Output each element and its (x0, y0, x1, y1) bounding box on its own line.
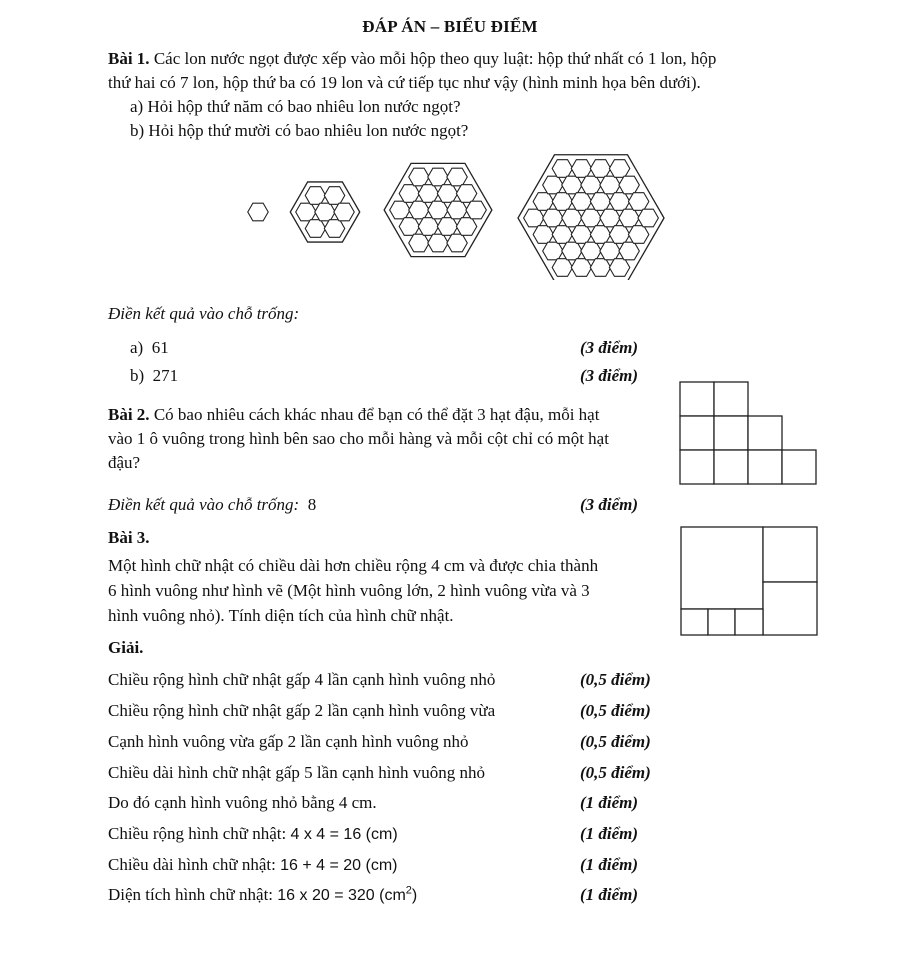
can-hexagon (437, 218, 457, 236)
calc-width-label: Chiều rộng hình chữ nhật: (108, 824, 291, 843)
grid-cell (680, 382, 714, 416)
grid-cell (782, 450, 816, 484)
can-hexagon (533, 226, 553, 244)
small-square (708, 609, 735, 635)
can-box-4 (518, 155, 664, 280)
can-box-2 (290, 182, 359, 242)
can-hexagon (552, 259, 572, 277)
can-hexagon (437, 185, 457, 203)
can-hexagon (581, 209, 601, 227)
can-boxes-figure (0, 150, 900, 280)
bai1-answer-b (130, 365, 178, 386)
large-square (681, 527, 763, 609)
can-hexagon (334, 203, 354, 221)
can-hexagon (600, 176, 620, 194)
bai3-step-4-points: (0,5 điểm) (580, 763, 651, 782)
grid-cell (748, 450, 782, 484)
bai1-answer-b-value: 271 (152, 366, 179, 385)
bai3-calc-area-points: (1 điểm) (580, 885, 639, 904)
can-hexagon (590, 193, 610, 211)
bai1-answer-a (130, 337, 169, 358)
can-hexagon (590, 259, 610, 277)
bai2-label: Bài 2. (108, 405, 150, 424)
bai3-label: Bài 3. (108, 528, 150, 547)
can-hexagon (418, 185, 438, 203)
can-hexagon (609, 226, 629, 244)
can-hexagon (619, 176, 639, 194)
can-hexagon (447, 234, 467, 252)
can-hexagon (600, 209, 620, 227)
can-hexagon (571, 259, 591, 277)
small-square (681, 609, 708, 635)
grid-cell (714, 416, 748, 450)
can-hexagon (552, 226, 572, 244)
can-box-3 (384, 163, 492, 256)
can-hexagon (456, 185, 476, 203)
bai2-line2: vào 1 ô vuông trong hình bên sao cho mỗi hàng và mỗi cột chỉ có một hạt (108, 429, 609, 448)
can-hexagon (609, 160, 629, 178)
calc-width-expr: 4 x 4 = 16 (cm) (290, 826, 398, 843)
rectangle-squares-figure (677, 525, 827, 645)
can-hexagon (581, 242, 601, 260)
can-hexagon (543, 209, 563, 227)
can-hexagon (628, 226, 648, 244)
can-hexagon (590, 226, 610, 244)
can-hexagon (524, 209, 544, 227)
grid-cell (680, 416, 714, 450)
calc-area-sup: 2 (405, 884, 412, 897)
grid-cell (714, 450, 748, 484)
can-hexagon (324, 220, 344, 238)
bai1-points-a: (3 điểm) (580, 338, 639, 357)
bai2-points: (3 điểm) (580, 495, 639, 514)
bai2-fill-line (108, 494, 316, 515)
calc-length-expr: 16 + 4 = 20 (cm) (280, 857, 398, 874)
grid-cell (748, 416, 782, 450)
can-hexagon (562, 209, 582, 227)
can-hexagon (315, 203, 335, 221)
can-hexagon (409, 168, 429, 186)
bai3-calc-width-points: (1 điểm) (580, 824, 639, 843)
can-hexagon (628, 193, 648, 211)
bai1-fill-prompt: Điền kết quả vào chỗ trống: (108, 304, 300, 323)
bai1-text-1: Các lon nước ngọt được xếp vào mỗi hộp theo quy luật: hộp thứ nhất có 1 lon, hộp (149, 49, 717, 68)
can-hexagon (600, 242, 620, 260)
calc-area-main: 16 x 20 = 320 (cm (277, 887, 406, 904)
can-hexagon (390, 201, 410, 219)
can-hexagon (571, 226, 591, 244)
bai2-answer: 8 (307, 495, 317, 514)
can-hexagon (543, 242, 563, 260)
can-hexagon (609, 193, 629, 211)
bai1-question-b: b) Hỏi hộp thứ mười có bao nhiêu lon nước ngọt? (130, 121, 469, 140)
bai1-points-b: (3 điểm) (580, 366, 639, 385)
bai1-answer-b-label: b) (130, 366, 145, 385)
can-hexagon (543, 176, 563, 194)
can-hexagon (590, 160, 610, 178)
bai1-answer-a-value: 61 (151, 338, 169, 357)
bai2-line3: đậu? (108, 453, 141, 472)
bai3-step-3: Cạnh hình vuông vừa gấp 2 lần cạnh hình vuông nhỏ (108, 732, 469, 751)
bai3-step-2-points: (0,5 điểm) (580, 701, 651, 720)
medium-square (763, 582, 817, 635)
bai3-step-5: Do đó cạnh hình vuông nhỏ bằng 4 cm. (108, 793, 377, 812)
page-title: ĐÁP ÁN – BIỂU ĐIỂM (362, 17, 538, 36)
can-hexagon (447, 201, 467, 219)
bai3-calc-length (108, 854, 398, 876)
bai3-line2: 6 hình vuông như hình vẽ (Một hình vuông lớn, 2 hình vuông vừa và 3 (108, 581, 590, 600)
can-hexagon (248, 203, 268, 221)
can-hexagon (571, 160, 591, 178)
bai1-answer-a-label: a) (130, 338, 144, 357)
can-hexagon (562, 242, 582, 260)
can-hexagon (305, 220, 325, 238)
can-hexagon (466, 201, 486, 219)
bai3-solution-label: Giải. (108, 638, 144, 657)
bai3-line3: hình vuông nhỏ). Tính diện tích của hình chữ nhật. (108, 606, 454, 625)
can-hexagon (409, 234, 429, 252)
bai1-line2: thứ hai có 7 lon, hộp thứ ba có 19 lon và cứ tiếp tục như vậy (hình minh họa bên dưới). (108, 73, 701, 92)
bai3-step-3-points: (0,5 điểm) (580, 732, 651, 751)
bai3-line1: Một hình chữ nhật có chiều dài hơn chiều rộng 4 cm và được chia thành (108, 556, 599, 575)
bai2-text-1: Có bao nhiêu cách khác nhau để bạn có thể đặt 3 hạt đậu, mỗi hạt (149, 405, 600, 424)
can-hexagon (552, 193, 572, 211)
can-hexagon (418, 218, 438, 236)
bai3-calc-width (108, 823, 398, 845)
can-hexagon (428, 234, 448, 252)
medium-square (763, 527, 817, 582)
can-hexagon (533, 193, 553, 211)
bai1-question-a: a) Hỏi hộp thứ năm có bao nhiêu lon nước ngọt? (130, 97, 461, 116)
can-hexagon (619, 209, 639, 227)
can-hexagon (456, 218, 476, 236)
can-hexagon (296, 203, 316, 221)
calc-length-label: Chiều dài hình chữ nhật: (108, 855, 281, 874)
can-hexagon (562, 176, 582, 194)
bai2-fill-prompt: Điền kết quả vào chỗ trống: (108, 495, 300, 514)
can-box-1 (248, 203, 268, 221)
bai1-label: Bài 1. (108, 49, 150, 68)
can-hexagon (571, 193, 591, 211)
grid-cell (680, 450, 714, 484)
bai3-step-2: Chiều rộng hình chữ nhật gấp 2 lần cạnh hình vuông vừa (108, 701, 496, 720)
can-hexagon (324, 187, 344, 205)
can-hexagon (619, 242, 639, 260)
bai1-line1 (108, 48, 716, 69)
can-hexagon (399, 185, 419, 203)
bai3-calc-length-points: (1 điểm) (580, 855, 639, 874)
can-hexagon (428, 201, 448, 219)
calc-area-close: ) (411, 887, 418, 904)
bai3-step-4: Chiều dài hình chữ nhật gấp 5 lần cạnh hình vuông nhỏ (108, 763, 486, 782)
calc-area-label: Diện tích hình chữ nhật: (108, 885, 278, 904)
can-hexagon (581, 176, 601, 194)
bai2-line1 (108, 404, 599, 425)
can-hexagon (447, 168, 467, 186)
can-hexagon (305, 187, 325, 205)
bai3-calc-area (108, 884, 417, 906)
can-hexagon (552, 160, 572, 178)
bai3-step-1-points: (0,5 điểm) (580, 670, 651, 689)
bai3-step-5-points: (1 điểm) (580, 793, 639, 812)
can-hexagon (609, 259, 629, 277)
can-hexagon (638, 209, 658, 227)
bean-grid-figure (676, 380, 846, 490)
bai3-step-1: Chiều rộng hình chữ nhật gấp 4 lần cạnh hình vuông nhỏ (108, 670, 496, 689)
can-hexagon (428, 168, 448, 186)
can-hexagon (409, 201, 429, 219)
can-hexagon (399, 218, 419, 236)
small-square (735, 609, 763, 635)
grid-cell (714, 382, 748, 416)
calc-area-expr (277, 884, 418, 904)
